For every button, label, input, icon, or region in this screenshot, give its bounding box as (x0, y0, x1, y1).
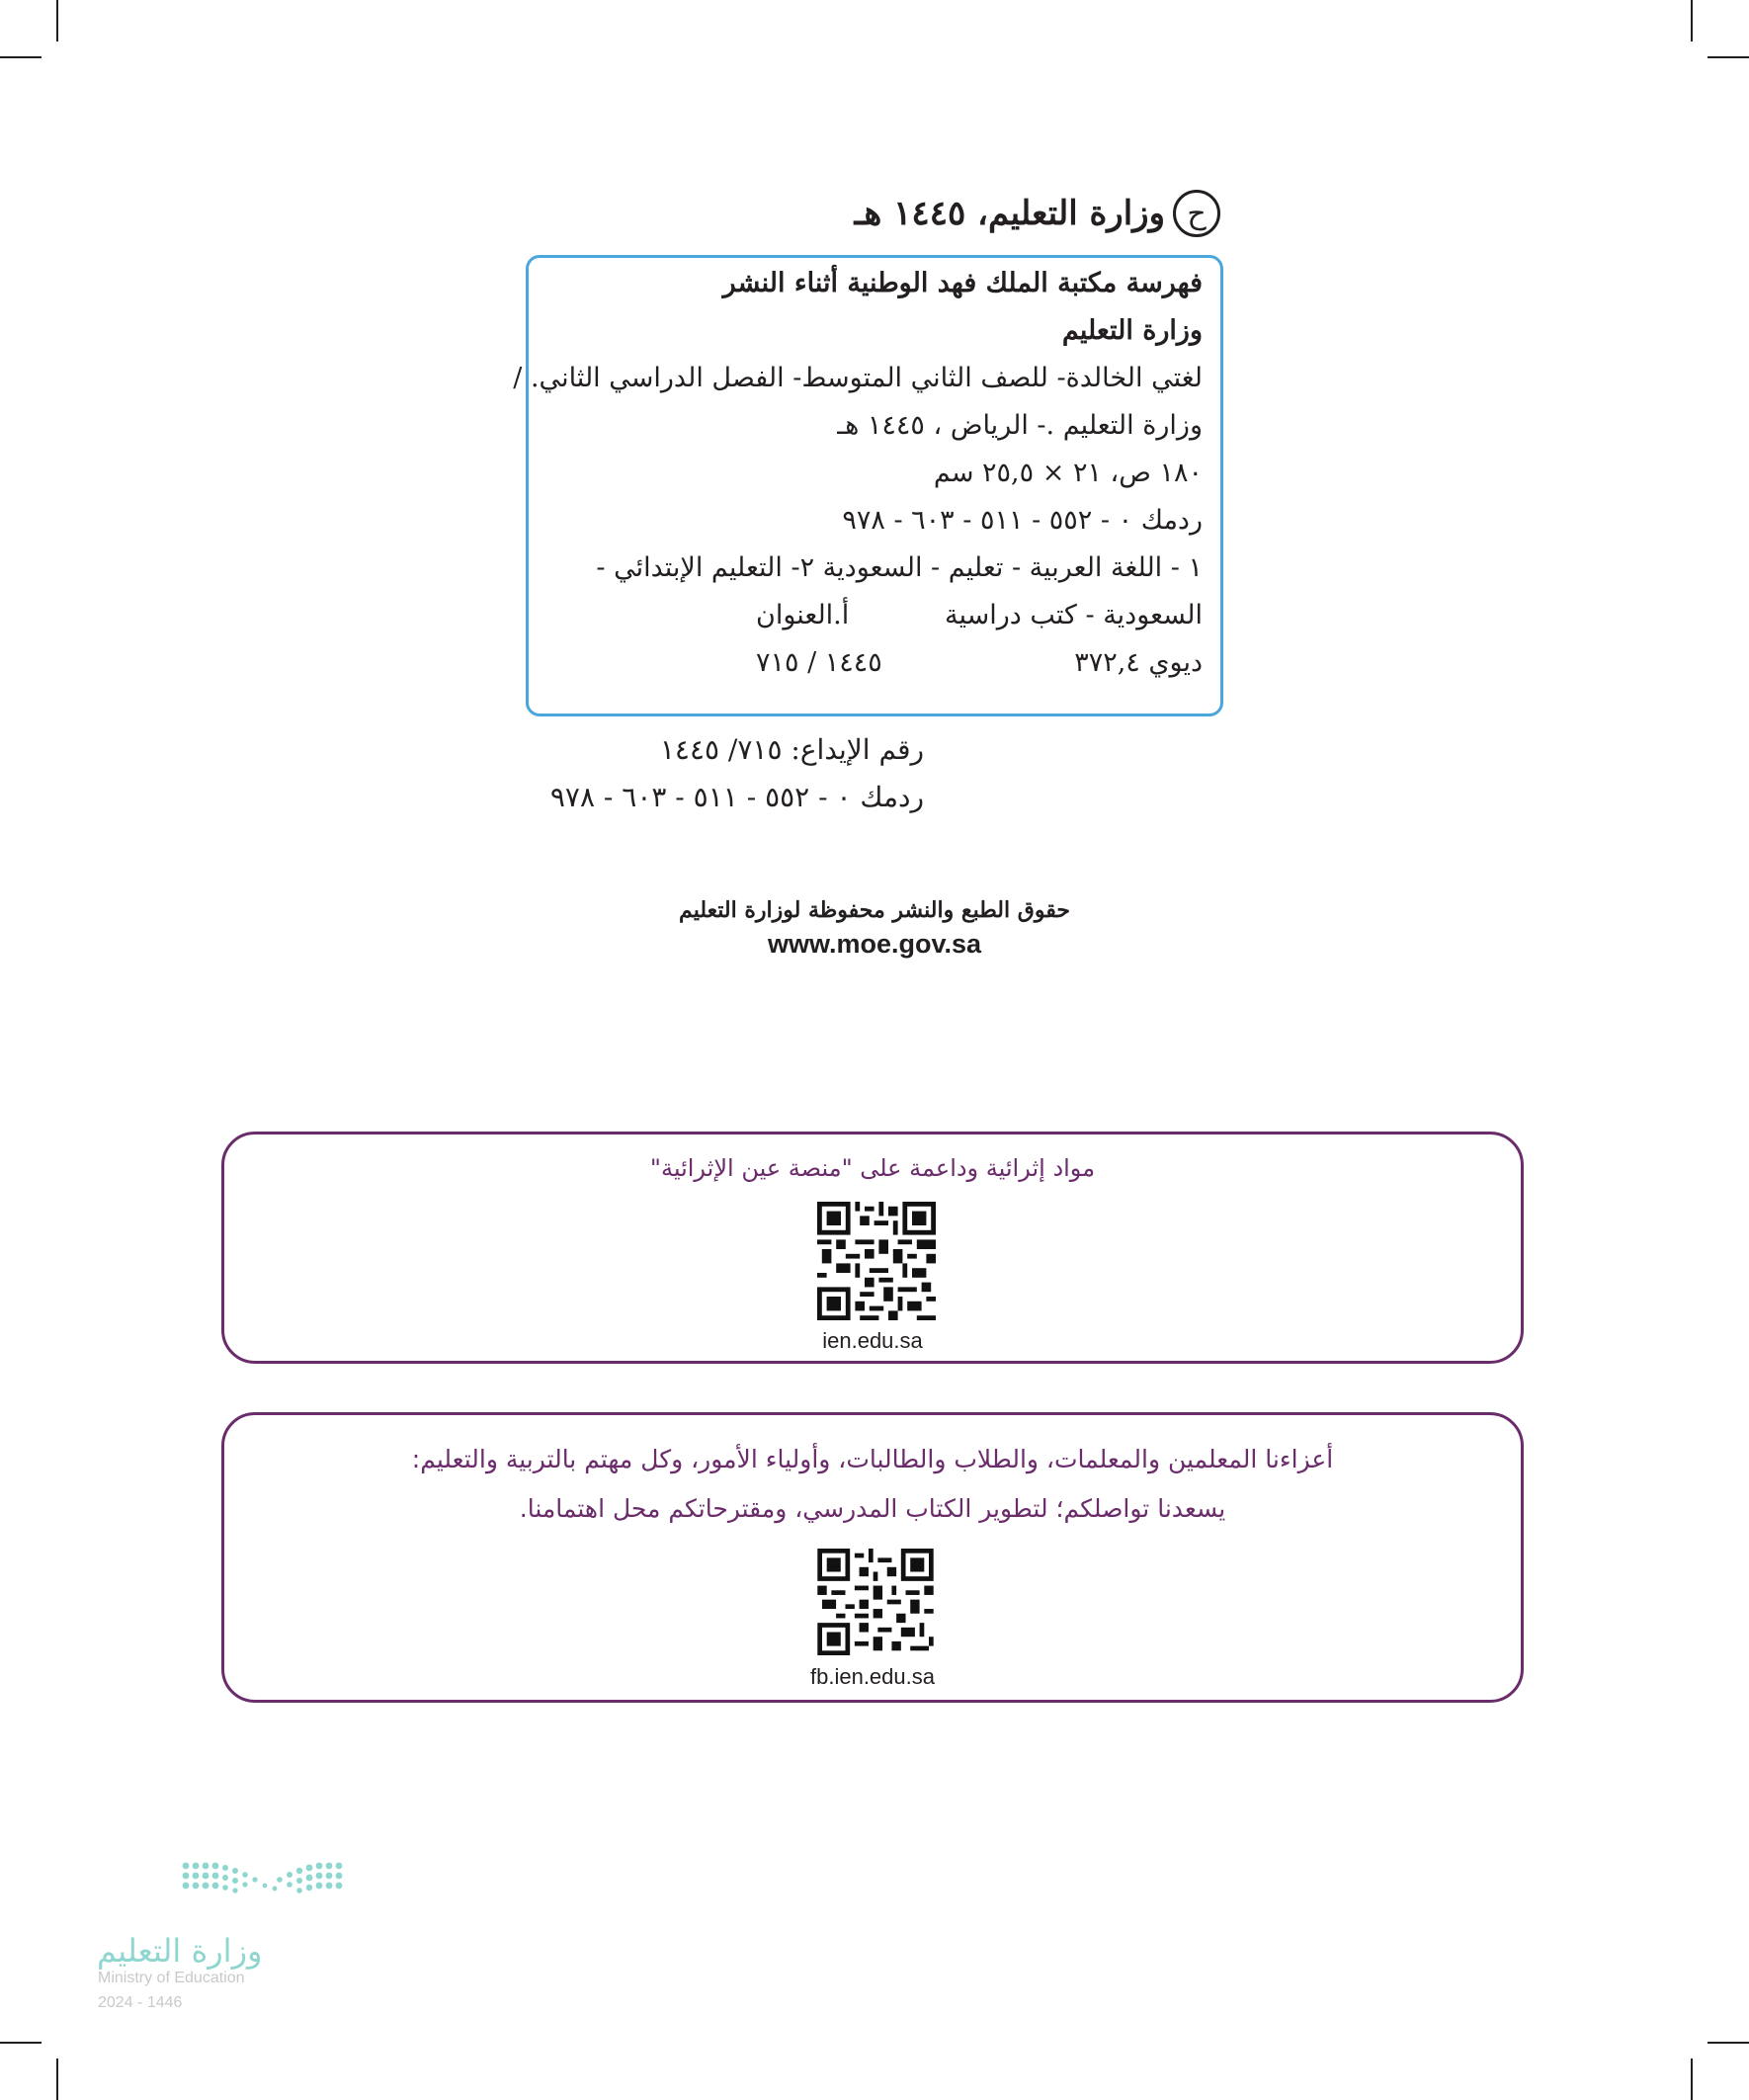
copyright-symbol: ح (1173, 190, 1220, 237)
logo-english-text: Ministry of Education (98, 1970, 245, 1986)
rights-url[interactable]: www.moe.gov.sa (767, 929, 982, 959)
catalog-box (513, 255, 1223, 716)
crop-mark (1691, 2058, 1693, 2100)
copyright-line (854, 190, 1220, 237)
qr-code-icon[interactable] (817, 1202, 936, 1320)
crop-mark (56, 2058, 58, 2100)
enrichment-qr-label[interactable]: ien.edu.sa (822, 1328, 923, 1353)
catalog-subjects-2: السعودية - كتب دراسية (945, 600, 1203, 630)
catalog-dewey: ديوي ٣٧٢,٤ (1074, 647, 1203, 678)
feedback-qr-label[interactable]: fb.ien.edu.sa (810, 1664, 935, 1689)
crop-mark (0, 2042, 42, 2044)
catalog-header: فهرسة مكتبة الملك فهد الوطنية أثناء النشر (722, 268, 1203, 298)
catalog-author: وزارة التعليم (1061, 315, 1203, 346)
logo-year: 2024 - 1446 (98, 1994, 183, 2011)
catalog-publisher: وزارة التعليم .- الرياض ، ١٤٤٥ هـ (837, 410, 1203, 441)
logo-arabic-text: وزارة التعليم (97, 1932, 263, 1970)
catalog-physical: ١٨٠ ص، ٢١ × ٢٥,٥ سم (933, 458, 1203, 488)
rights-text: حقوق الطبع والنشر محفوظة لوزارة التعليم (679, 897, 1070, 923)
feedback-line-2: يسعدنا تواصلكم؛ لتطوير الكتاب المدرسي، ومقترحاتكم محل اهتمامنا. (519, 1494, 1226, 1523)
ministry-logo-icon (97, 1858, 354, 1937)
catalog-title-entry: أ.العنوان (756, 600, 850, 630)
enrichment-box (221, 1132, 1524, 1364)
deposit-number: رقم الإيداع: ٧١٥/ ١٤٤٥ (659, 733, 924, 766)
catalog-subjects-1: ١ - اللغة العربية - تعليم - السعودية ٢- التعليم الإبتدائي - (596, 552, 1203, 583)
crop-mark (1707, 2042, 1749, 2044)
enrichment-text: مواد إثرائية وداعمة على "منصة عين الإثرائية" (649, 1154, 1096, 1182)
copyright-text: وزارة التعليم، ١٤٤٥ هـ (854, 194, 1165, 233)
qr-code-icon[interactable] (817, 1549, 934, 1655)
catalog-isbn: ردمك ٠ - ٥٥٢ - ٥١١ - ٦٠٣ - ٩٧٨ (842, 505, 1203, 536)
crop-mark (56, 0, 58, 42)
deposit-isbn: ردمك ٠ - ٥٥٢ - ٥١١ - ٦٠٣ - ٩٧٨ (549, 781, 924, 813)
feedback-box (221, 1412, 1524, 1703)
catalog-title: لغتي الخالدة- للصف الثاني المتوسط- الفصل الدراسي الثاني. / (513, 363, 1203, 393)
catalog-dewey-number: ١٤٤٥ / ٧١٥ (756, 647, 882, 678)
crop-mark (0, 56, 42, 58)
feedback-line-1: أعزاءنا المعلمين والمعلمات، والطلاب والطالبات، وأولياء الأمور، وكل مهتم بالتربية والتعليم: (411, 1445, 1334, 1473)
crop-mark (1707, 56, 1749, 58)
crop-mark (1691, 0, 1693, 42)
